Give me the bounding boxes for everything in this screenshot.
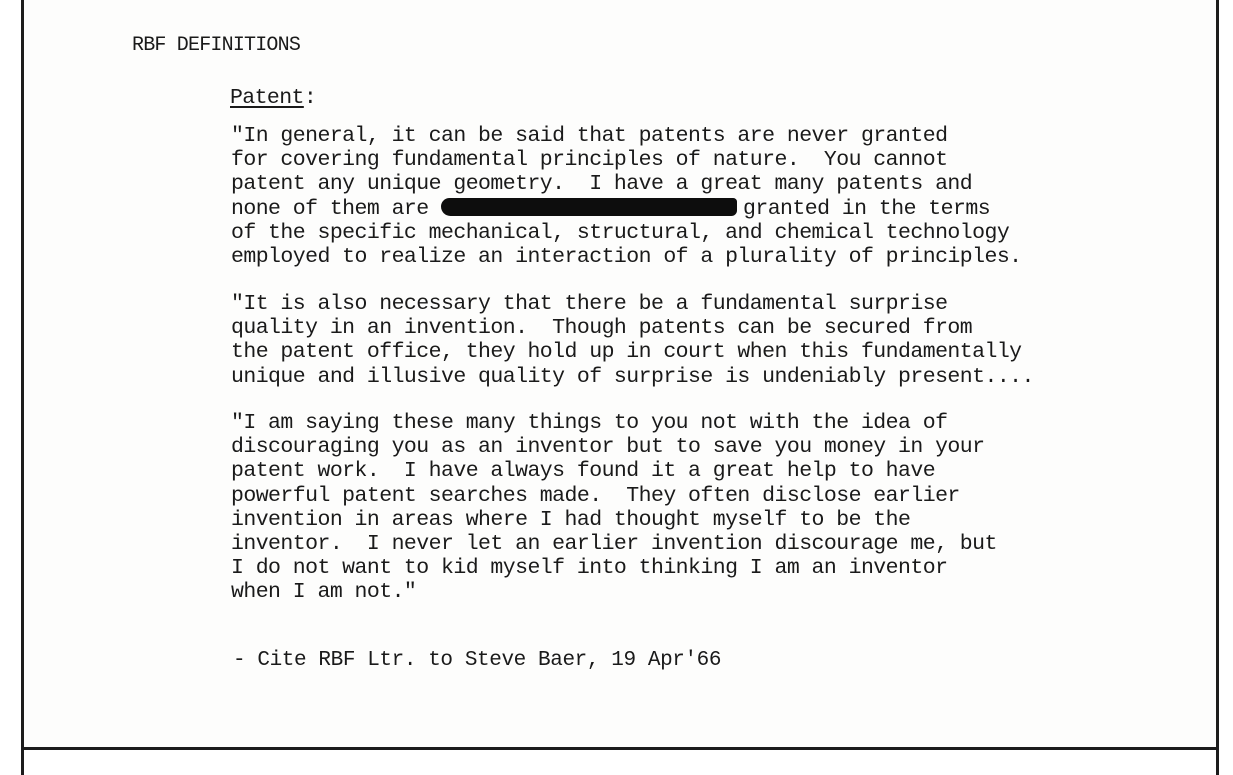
paragraph-line: patent work. I have always found it a great help to have <box>231 459 936 484</box>
paragraph-line: I do not want to kid myself into thinking I am an inventor <box>231 556 948 581</box>
paragraph-line: invention in areas where I had thought myself to be the <box>231 507 911 532</box>
redaction-bar <box>441 198 737 216</box>
paragraph-line: "In general, it can be said that patents are never granted <box>231 124 948 148</box>
paragraph-line: employed to realize an interaction of a plurality of principles. <box>231 245 1022 270</box>
quote-paragraph-3 <box>231 411 997 605</box>
definition-card <box>21 0 1219 750</box>
redaction-suffix: granted in the terms <box>743 196 991 221</box>
paragraph-line: when I am not." <box>231 580 417 605</box>
paragraph-line: quality in an invention. Though patents can be secured from <box>231 316 973 341</box>
paragraph-line: discouraging you as an inventor but to save you money in your <box>231 435 985 460</box>
paragraph-line: inventor. I never let an earlier invention discourage me, but <box>231 532 997 557</box>
paragraph-line: for covering fundamental principles of nature. You cannot <box>231 148 948 173</box>
paragraph-line: patent any unique geometry. I have a great many patents and <box>231 172 973 197</box>
term-colon: : <box>303 86 317 110</box>
paragraph-line: unique and illusive quality of surprise is undeniably present.... <box>231 364 1034 389</box>
paragraph-line: the patent office, they hold up in court when this fundamentally <box>231 340 1022 365</box>
next-card-edge <box>21 750 1219 775</box>
term-heading <box>230 86 316 110</box>
term-label: Patent <box>230 86 304 110</box>
paragraph-line: "It is also necessary that there be a fundamental surprise <box>231 292 948 316</box>
paragraph-line: "I am saying these many things to you not with the idea of <box>231 411 948 435</box>
paragraph-line-with-redaction <box>231 197 1022 221</box>
paragraph-line: powerful patent searches made. They often disclose earlier <box>231 483 960 508</box>
quote-paragraph-1 <box>231 124 1022 269</box>
quote-paragraph-2 <box>231 292 1034 389</box>
redaction-prefix: none of them are <box>231 196 441 221</box>
citation: - Cite RBF Ltr. to Steve Baer, 19 Apr'66 <box>233 649 722 672</box>
document-heading: RBF DEFINITIONS <box>132 34 301 57</box>
paragraph-line: of the specific mechanical, structural, and chemical technology <box>231 220 1010 245</box>
